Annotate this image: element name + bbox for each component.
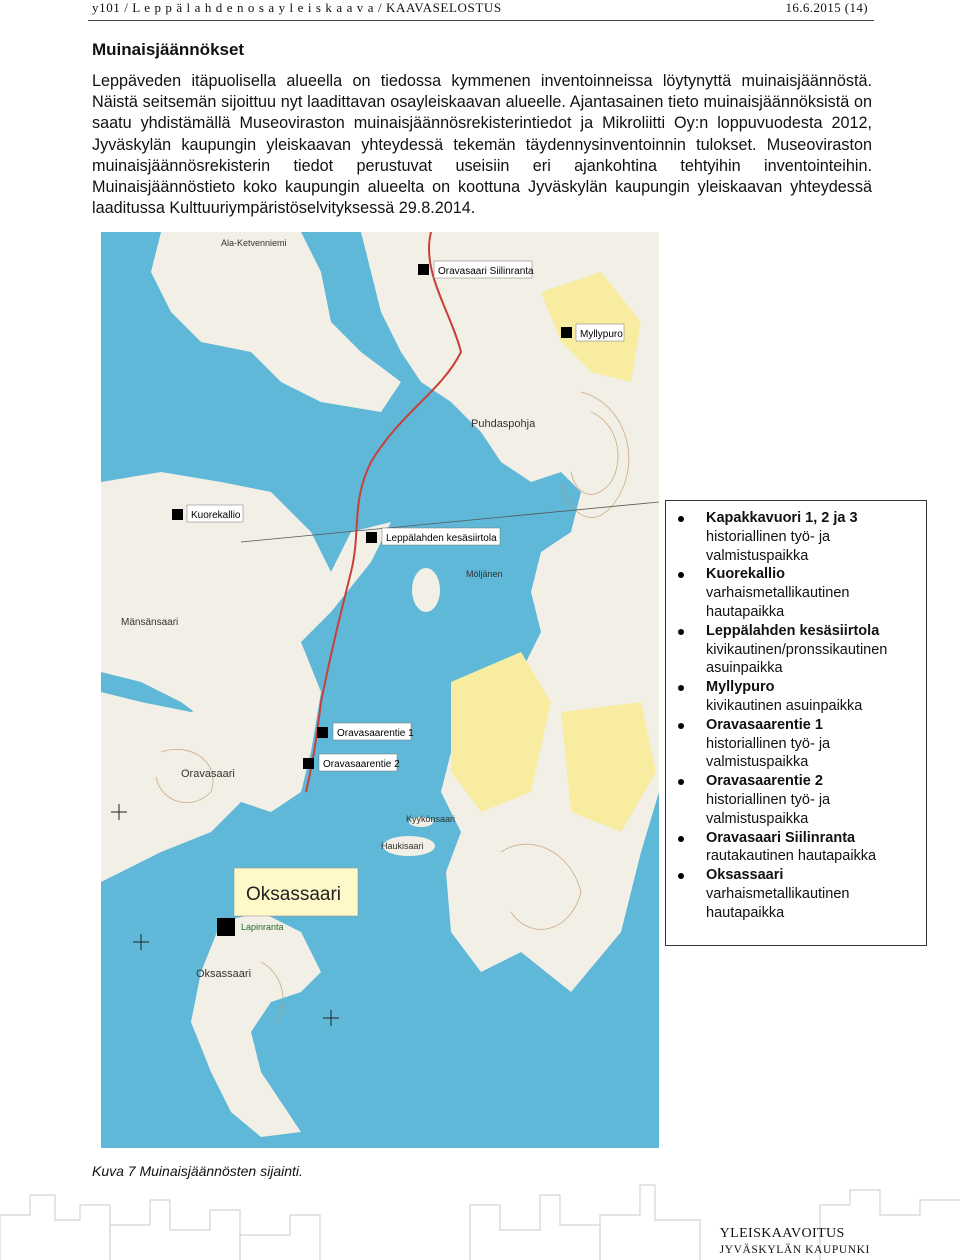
legend-item: [666, 716, 920, 772]
bullet-icon: [678, 779, 684, 785]
bullet-icon: [678, 629, 684, 635]
map-placename-4: Oravasaari: [181, 768, 235, 780]
bullet-icon: [678, 723, 684, 729]
footer-line-2: JYVÄSKYLÄN KAUPUNKI: [719, 1244, 870, 1256]
page-header: [88, 0, 874, 21]
svg-text:Oksassaari: Oksassaari: [246, 884, 342, 905]
legend-list: [666, 509, 920, 923]
svg-text:Kuorekallio: Kuorekallio: [191, 510, 241, 521]
map-placename-2: Puhdaspohja: [471, 418, 536, 430]
map-legend: [665, 500, 927, 946]
legend-item-name: Oravasaarentie 2: [706, 773, 823, 790]
figure-caption: Kuva 7 Muinaisjäännösten sijainti.: [92, 1163, 303, 1179]
bullet-icon: [678, 572, 684, 578]
legend-item-name: Oksassaari: [706, 867, 784, 884]
svg-text:Lapinranta: Lapinranta: [241, 922, 284, 932]
map-placename-3: Mänsänsaari: [121, 617, 179, 628]
legend-item: [666, 772, 920, 828]
legend-item: [666, 565, 920, 621]
map-island-small-1: [412, 568, 440, 612]
header-document-title: y101 / L e p p ä l a h d e n o s a y l e i s k a a v a / KAAVASELOSTUS: [92, 0, 502, 15]
map-placename-7: Kyykönsaari: [406, 814, 456, 824]
legend-item-desc: kivikautinen asuinpaikka: [706, 697, 863, 714]
map-placename-6: Haukisaari: [381, 841, 424, 851]
legend-item-desc: kivikautinen/pronssikautinen asuinpaikka: [706, 641, 888, 677]
legend-item-name: Oravasaarentie 1: [706, 716, 823, 733]
legend-item: [666, 622, 920, 678]
legend-item-name: Myllypuro: [706, 679, 775, 696]
legend-item-desc: historiallinen työ- ja valmistuspaikka: [706, 791, 831, 827]
svg-text:Oravasaari Siilinranta: Oravasaari Siilinranta: [438, 266, 534, 277]
bullet-icon: [678, 516, 684, 522]
legend-item: [666, 829, 920, 867]
map-figure: [101, 232, 659, 1148]
section-title: Muinaisjäännökset: [92, 40, 245, 59]
bullet-icon: [678, 873, 684, 879]
legend-item-desc: varhaismetallikautinen hautapaikka: [706, 585, 850, 620]
legend-item: [666, 509, 920, 565]
map-marker-leppalahden-kesasiirtola: [366, 528, 500, 545]
footer-department: [720, 1226, 870, 1256]
map-marker-oravasaari-siilinranta: [418, 261, 534, 278]
legend-item: [666, 678, 920, 716]
map-placename-1: Ala-Ketvenniemi: [221, 238, 287, 248]
body-paragraph: Leppäveden itäpuolisella alueella on tiedossa kymmenen inventoinneissa löytynyttä muinaisjäännöstä. Näistä seitsemän sijoittuu nyt laadittavan osayleiskaavan alueelle. Ajantasainen tieto muinaisjäännöksistä on saatu yhdistämällä Museoviraston muinaisjäännösrekisterintiedot ja Mikroliitti Oy:n loppuvuodesta 2012, Jyväskylän kaupungin yleiskaavan yhteydessä tekemän täydennysinventoinnin tulokset. Museoviraston muinaisjäännösrekisterin tiedot perustuvat useisiin eri ajankohtina tehtyihin inventointeihin. Muinaisjäännöstieto koko kaupungin alueelta on koottuna Jyväskylän kaupungin yleiskaavan yhteydessä laaditussa Kulttuuriympäristöselvityksessä 29.8.2014.: [92, 72, 872, 218]
map-inset-oksassaari-label: [234, 868, 358, 916]
svg-text:Leppälahden kesäsiirtola: Leppälahden kesäsiirtola: [386, 533, 497, 544]
bullet-icon: [678, 685, 684, 691]
bullet-icon: [678, 836, 684, 842]
legend-item-desc: historiallinen työ- ja valmistuspaikka: [706, 735, 831, 771]
svg-text:Oravasaarentie 1: Oravasaarentie 1: [337, 728, 414, 739]
legend-item-desc: rautakautinen hautapaikka: [706, 848, 877, 865]
legend-item-name: Leppälahden kesäsiirtola: [706, 622, 880, 639]
legend-item-desc: varhaismetallikautinen hautapaikka: [706, 885, 850, 921]
svg-text:Oravasaarentie 2: Oravasaarentie 2: [323, 759, 400, 770]
legend-item-name: Oravasaari Siilinranta: [706, 829, 856, 846]
legend-item-name: Kapakkavuori 1, 2 ja 3: [706, 510, 858, 526]
legend-item-name: Kuorekallio: [706, 566, 785, 583]
legend-item: [666, 866, 920, 922]
legend-item-desc: historiallinen työ- ja valmistuspaikka: [706, 528, 831, 564]
map-placename-5: Oksassaari: [196, 968, 252, 980]
footer-line-1: YLEISKAAVOITUS: [719, 1226, 845, 1241]
svg-text:Myllypuro: Myllypuro: [580, 329, 623, 340]
header-date-page: 16.6.2015 (14): [785, 0, 868, 15]
map-placename-8: Möljänen: [466, 569, 503, 579]
